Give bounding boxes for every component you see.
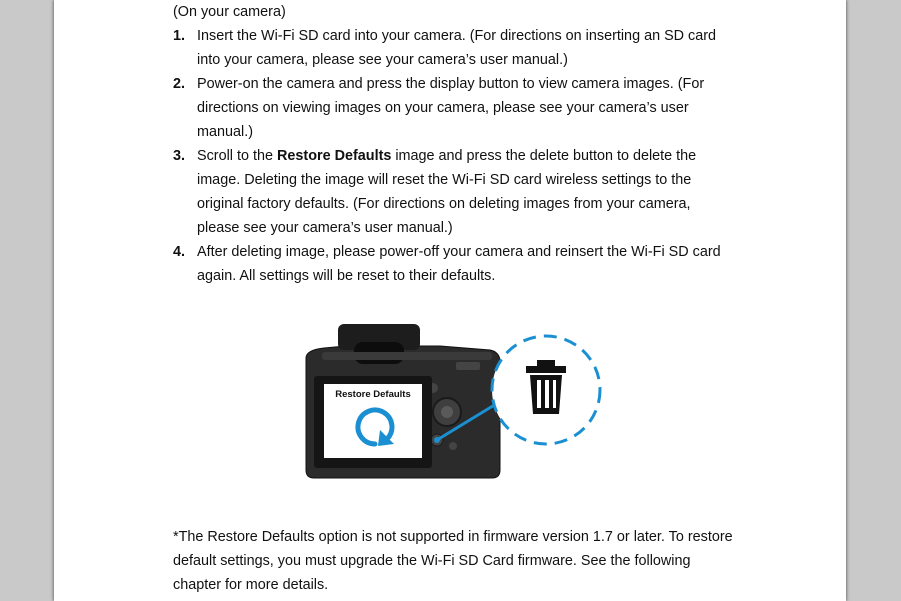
camera-figure-svg	[300, 322, 602, 482]
intro-text: (On your camera)	[173, 4, 286, 20]
step-item	[173, 72, 733, 144]
step-text-pre: Scroll to the	[197, 148, 277, 164]
step-number: 4.	[173, 244, 186, 260]
step-number: 2.	[173, 76, 186, 92]
step-item	[173, 24, 733, 72]
step-text: After deleting image, please power-off your camera and reinsert the Wi-Fi SD card again. All settings will be reset to their defaults.	[197, 244, 721, 284]
lcd-screen-label: Restore Defaults	[335, 389, 411, 400]
step-item	[173, 144, 733, 240]
step-item	[173, 240, 733, 288]
document-page	[54, 0, 846, 601]
step-number: 1.	[173, 28, 186, 44]
step-text: Insert the Wi-Fi SD card into your camera. (For directions on inserting an SD card into your camera, please see your camera’s user manual.)	[197, 28, 717, 68]
step-text: Power-on the camera and press the display button to view camera images. (For directions on viewing images on your camera, please see your camera’s user manual.)	[197, 76, 705, 140]
step-text-bold: Restore Defaults	[277, 148, 392, 164]
steps-list	[173, 24, 733, 288]
step-text-post: image and press the delete button to delete the image. Deleting the image will reset the Wi-Fi SD card wireless settings to the original factory defaults. (For directions on deleting images from your camera, please see your camera’s user manual.)	[197, 148, 697, 236]
footnote: *The Restore Defaults option is not supported in firmware version 1.7 or later. To restore default settings, you must upgrade the Wi-Fi SD Card firmware. See the following chapter for more details.	[173, 529, 733, 593]
step-number: 3.	[173, 148, 186, 164]
camera-illustration	[300, 322, 602, 482]
instructions-section	[173, 0, 733, 288]
